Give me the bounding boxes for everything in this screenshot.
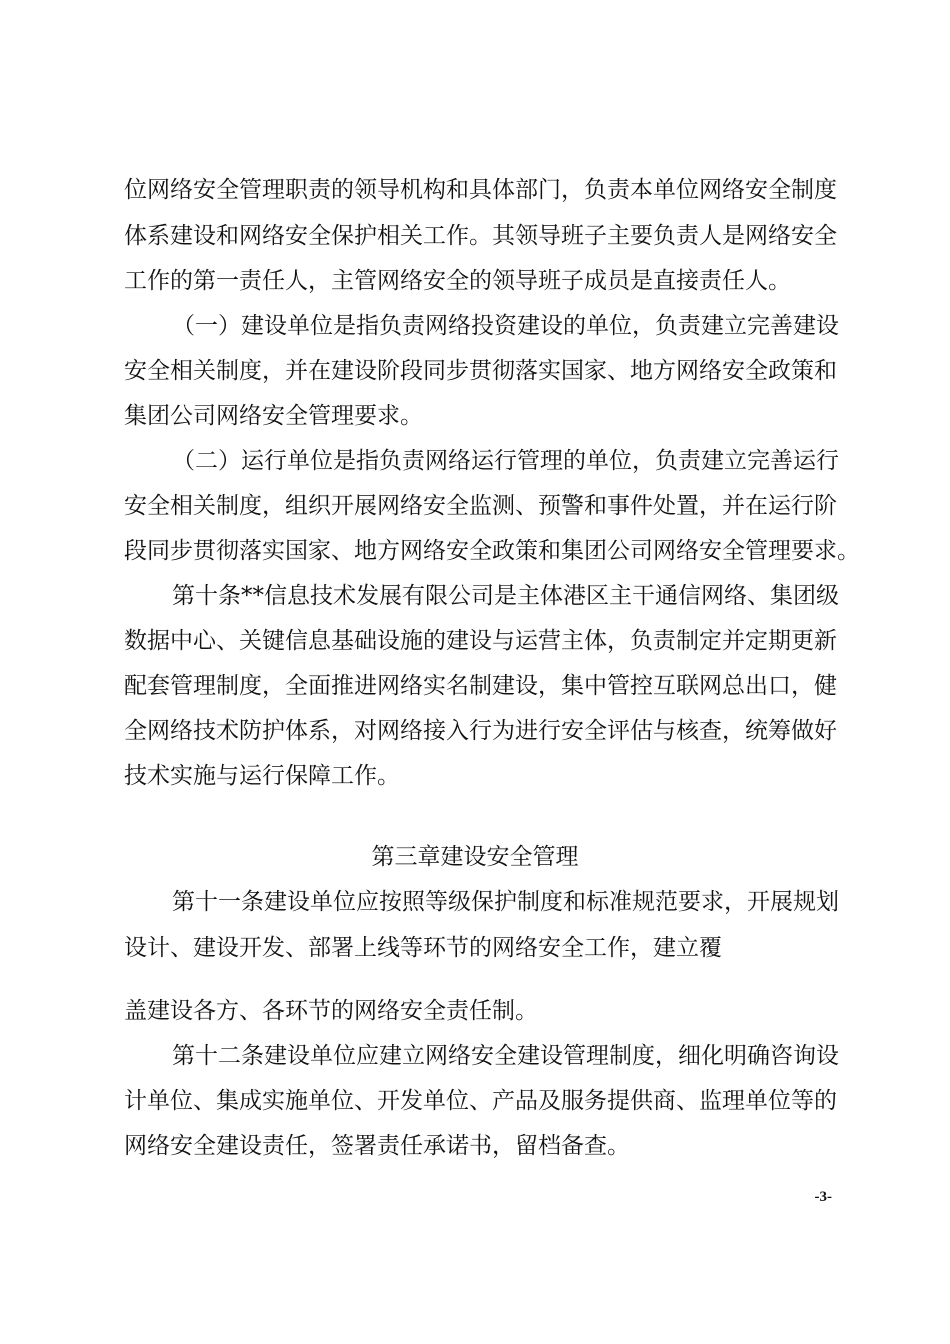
text-line: 集团公司网络安全管理要求。 [124, 403, 423, 429]
text-line: （一）建设单位是指负责网络投资建设的单位，负责建立完善建设 [172, 313, 839, 339]
text-line: 第十一条建设单位应按照等级保护制度和标准规范要求，开展规划 [172, 889, 839, 915]
text-line: 体系建设和网络安全保护相关工作。其领导班子主要负责人是网络安全 [124, 223, 837, 249]
text-line: 盖建设各方、各环节的网络安全责任制。 [124, 998, 538, 1024]
text-line: 第十二条建设单位应建立网络安全建设管理制度，细化明确咨询设 [172, 1043, 839, 1069]
text-line: 计单位、集成实施单位、开发单位、产品及服务提供商、监理单位等的 [124, 1088, 837, 1114]
text-line: （二）运行单位是指负责网络运行管理的单位，负责建立完善运行 [172, 448, 839, 474]
chapter-title: 第三章建设安全管理 [371, 844, 579, 870]
text-line: 工作的第一责任人，主管网络安全的领导班子成员是直接责任人。 [124, 268, 791, 294]
text-line: 数据中心、关键信息基础设施的建设与运营主体，负责制定并定期更新 [124, 628, 837, 654]
text-line: 配套管理制度，全面推进网络实名制建设，集中管控互联网总出口，健 [124, 673, 837, 699]
text-line: 位网络安全管理职责的领导机构和具体部门，负责本单位网络安全制度 [124, 177, 837, 203]
text-line: 网络安全建设责任，签署责任承诺书，留档备查。 [124, 1133, 630, 1159]
page-number: -3- [814, 1189, 832, 1205]
text-line: 段同步贯彻落实国家、地方网络安全政策和集团公司网络安全管理要求。 [124, 538, 860, 564]
text-line: 技术实施与运行保障工作。 [124, 763, 400, 789]
text-line: 全网络技术防护体系，对网络接入行为进行安全评估与核查，统筹做好 [124, 718, 837, 744]
text-line: 安全相关制度，并在建设阶段同步贯彻落实国家、地方网络安全政策和 [124, 358, 837, 384]
text-line: 设计、建设开发、部署上线等环节的网络安全工作，建立覆 [124, 935, 722, 961]
text-line: 第十条**信息技术发展有限公司是主体港区主干通信网络、集团级 [172, 583, 839, 609]
text-line: 安全相关制度，组织开展网络安全监测、预警和事件处置，并在运行阶 [124, 493, 837, 519]
